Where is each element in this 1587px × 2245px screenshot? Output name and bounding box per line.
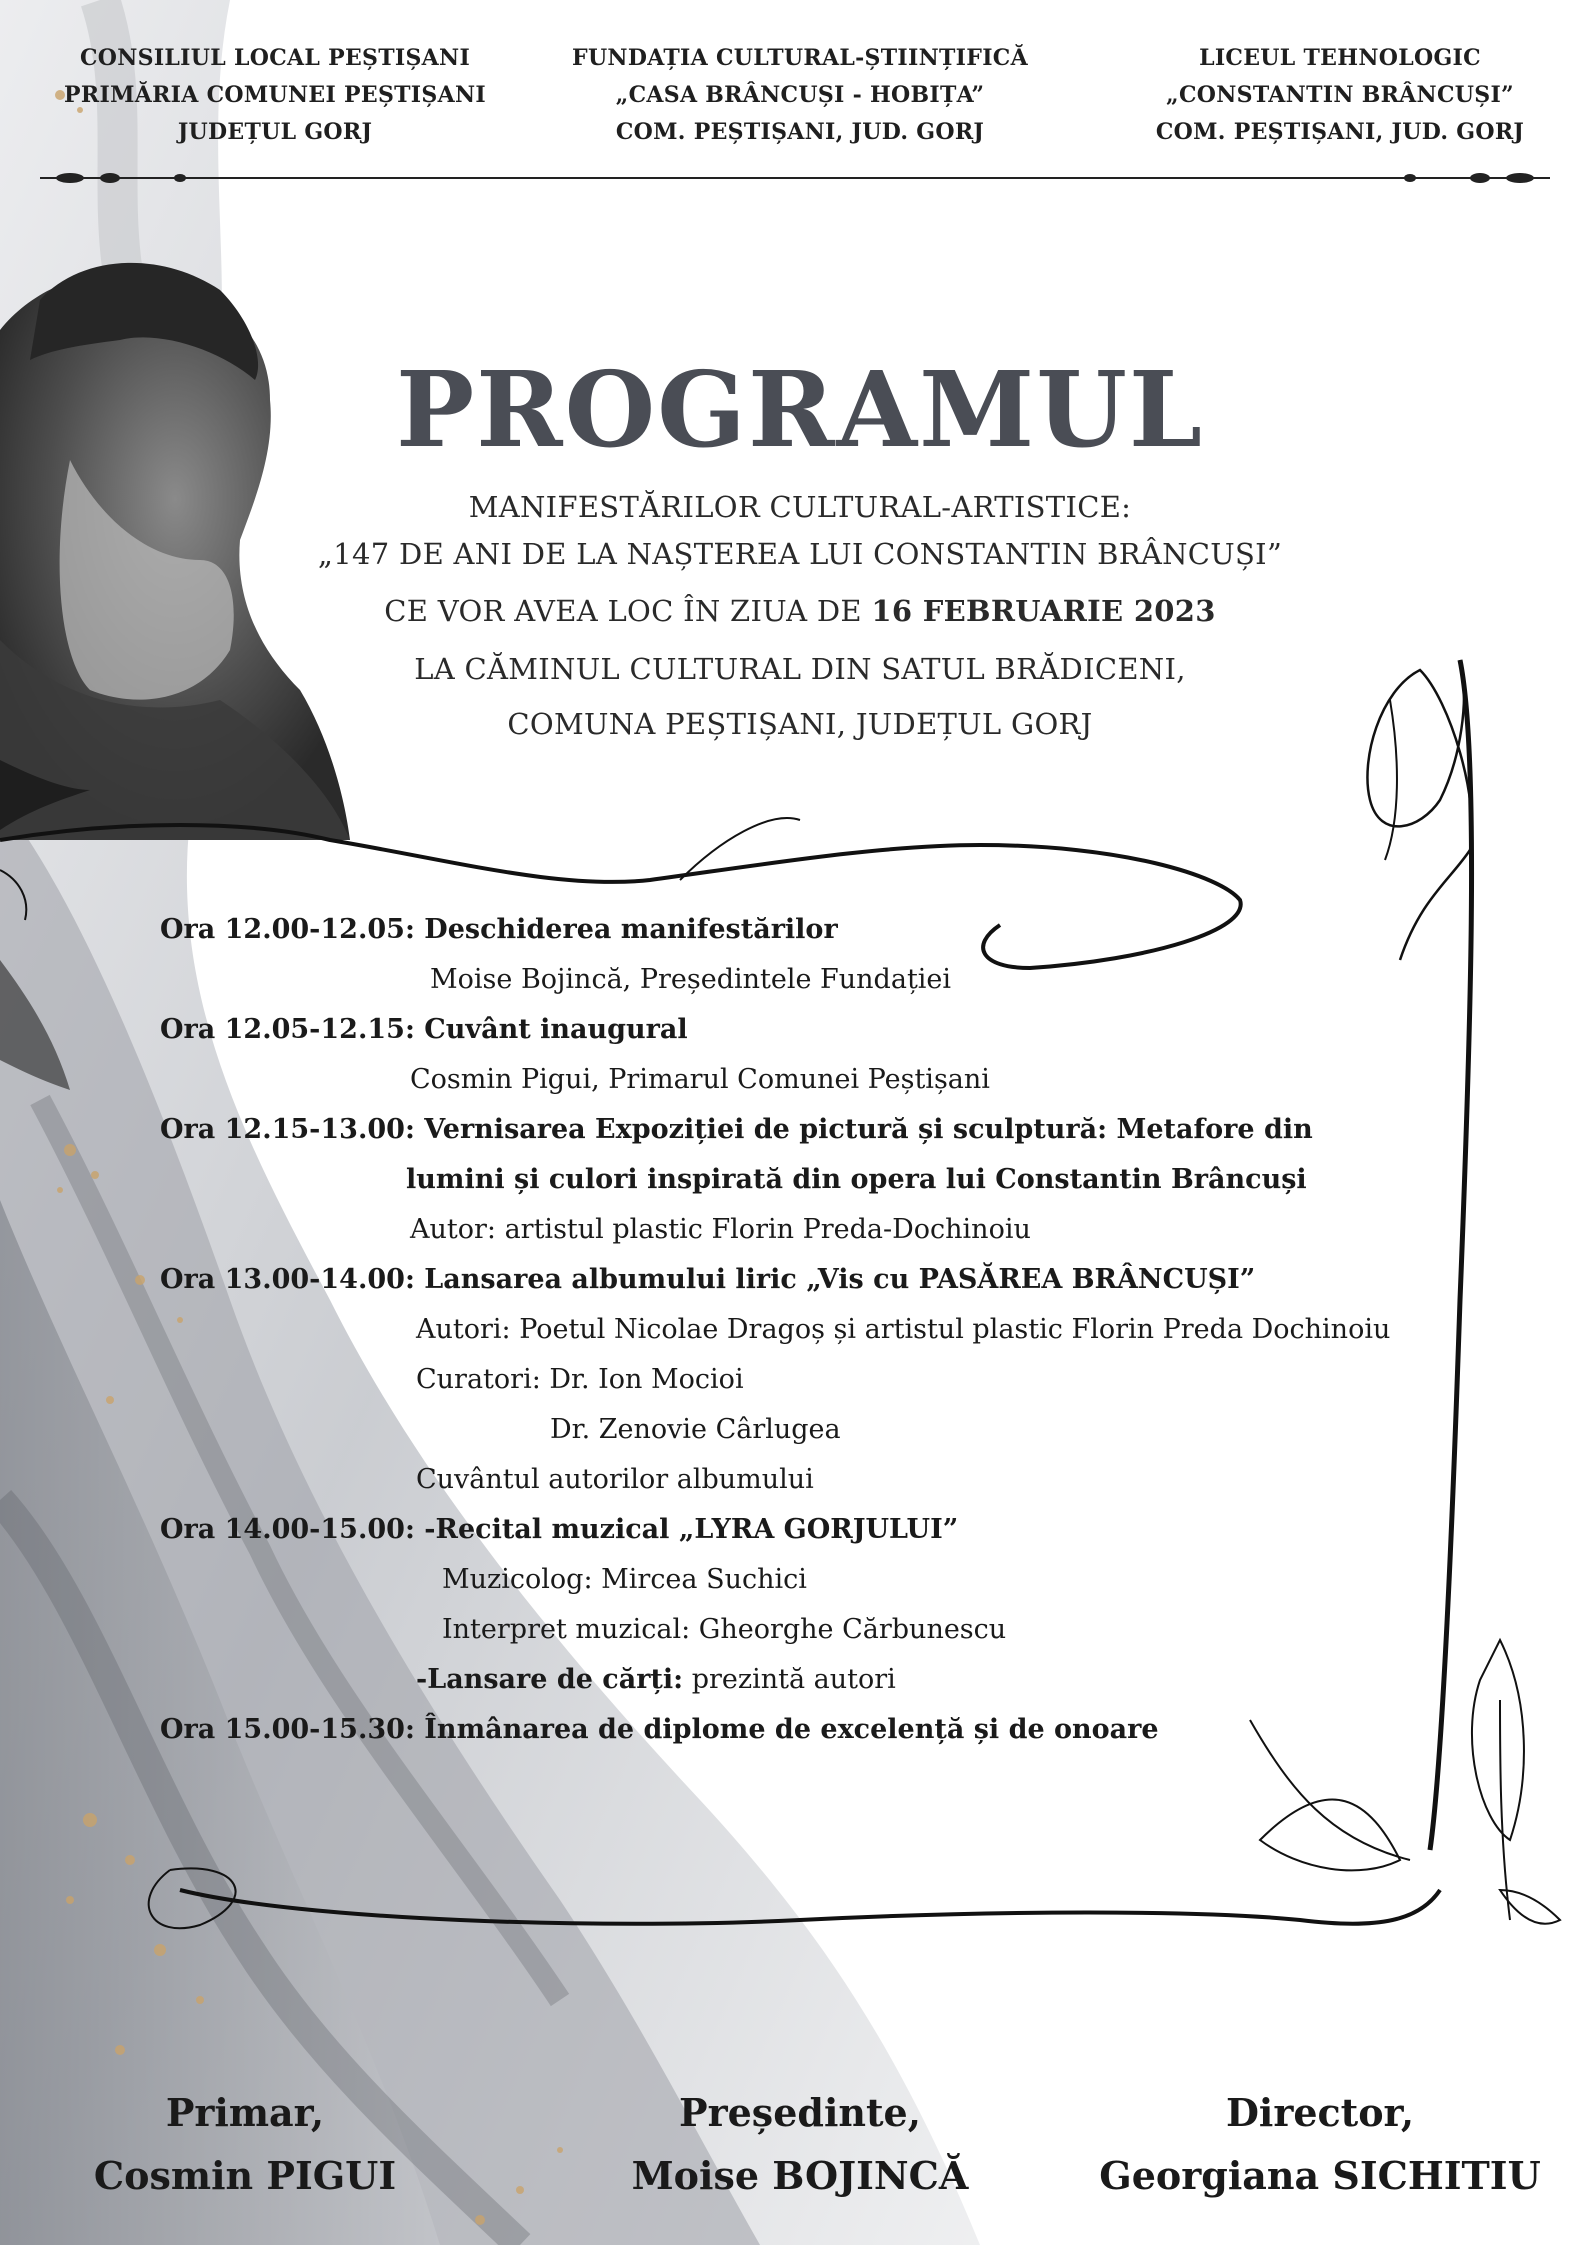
- header-right-line2: „CONSTANTIN BRÂNCUȘI”: [1166, 82, 1514, 108]
- header-right: [1130, 40, 1550, 151]
- program-item-2-detail: Cosmin Pigui, Primarul Comunei Peștișani: [410, 1064, 990, 1095]
- program-item-2-title: Ora 12.05-12.15: Cuvânt inaugural: [160, 1014, 688, 1045]
- header-left-line3: JUDEȚUL GORJ: [177, 119, 373, 145]
- program-item-6-title: Ora 15.00-15.30: Înmânarea de diplome de excelență și de onoare: [160, 1714, 1159, 1745]
- signature-president: [620, 2090, 980, 2198]
- program-item-3-detail: Autor: artistul plastic Florin Preda-Dochinoiu: [410, 1214, 1031, 1245]
- subtitle-line2: „147 DE ANI DE LA NAȘTEREA LUI CONSTANTIN BRÂNCUȘI”: [317, 537, 1283, 571]
- subtitle-line3: [250, 594, 1350, 628]
- header-center-line2: „CASA BRÂNCUȘI - HOBIȚA”: [615, 82, 985, 108]
- page-title: PROGRAMUL: [395, 348, 1205, 471]
- program-item-3-title: Ora 12.15-13.00: Vernisarea Expoziției de pictură și sculptură: Metafore din: [160, 1114, 1313, 1145]
- header-divider: [40, 170, 1550, 186]
- header-center-line1: FUNDAȚIA CULTURAL-ȘTIINȚIFICĂ: [572, 45, 1028, 71]
- signature-mayor-name: Cosmin PIGUI: [93, 2153, 397, 2198]
- header-left-line2: PRIMĂRIA COMUNEI PEȘTIȘANI: [64, 82, 486, 108]
- program-item-4-detail-1: Autori: Poetul Nicolae Dragoș și artistul plastic Florin Preda Dochinoiu: [416, 1314, 1391, 1345]
- signature-director: [1090, 2090, 1550, 2198]
- subtitle-line3-prefix: CE VOR AVEA LOC ÎN ZIUA DE: [384, 594, 872, 628]
- program-item-1-title: Ora 12.00-12.05: Deschiderea manifestărilor: [160, 914, 838, 945]
- program-item-1-detail: Moise Bojincă, Președintele Fundației: [430, 964, 952, 995]
- header-right-line1: LICEUL TEHNOLOGIC: [1199, 45, 1481, 71]
- header-left-line1: CONSILIUL LOCAL PEȘTIȘANI: [79, 45, 471, 71]
- signature-mayor: [90, 2090, 400, 2198]
- program-item-3-title-cont: lumini și culori inspirată din opera lui Constantin Brâncuși: [406, 1164, 1307, 1195]
- header-right-line3: COM. PEȘTIȘANI, JUD. GORJ: [1155, 119, 1525, 145]
- subtitle-line5: COMUNA PEȘTIȘANI, JUDEȚUL GORJ: [507, 707, 1093, 741]
- header-center-line3: COM. PEȘTIȘANI, JUD. GORJ: [615, 119, 985, 145]
- program-item-4-title: Ora 13.00-14.00: Lansarea albumului liric „Vis cu PASĂREA BRÂNCUȘI”: [160, 1264, 1256, 1295]
- signature-director-name: Georgiana SICHITIU: [1099, 2153, 1541, 2198]
- signature-director-role: Director,: [1225, 2090, 1415, 2135]
- program-item-4-detail-3: Dr. Zenovie Cârlugea: [550, 1414, 841, 1445]
- program-item-5-detail-3: [416, 1664, 896, 1695]
- program-item-5-detail-3-rest: prezintă autori: [683, 1664, 896, 1695]
- header-center: [545, 40, 1055, 151]
- program-item-5-detail-2: Interpret muzical: Gheorghe Cărbunescu: [442, 1614, 1007, 1645]
- program-item-4-detail-4: Cuvântul autorilor albumului: [416, 1464, 814, 1495]
- event-date: 16 FEBRUARIE 2023: [871, 594, 1216, 628]
- program-item-5-detail-3-bold: -Lansare de cărți:: [416, 1664, 684, 1695]
- subtitle-line1: MANIFESTĂRILOR CULTURAL-ARTISTICE:: [468, 490, 1132, 524]
- signature-president-role: Președinte,: [679, 2090, 921, 2135]
- subtitle-line4: LA CĂMINUL CULTURAL DIN SATUL BRĂDICENI,: [414, 652, 1186, 686]
- program-item-4-detail-2: Curatori: Dr. Ion Mocioi: [416, 1364, 744, 1395]
- signature-president-name: Moise BOJINCĂ: [631, 2153, 969, 2198]
- signature-mayor-role: Primar,: [165, 2090, 325, 2135]
- program-item-5-title: Ora 14.00-15.00: -Recital muzical „LYRA GORJULUI”: [160, 1514, 959, 1545]
- header-left: [40, 40, 510, 151]
- program-item-5-detail-1: Muzicolog: Mircea Suchici: [442, 1564, 807, 1595]
